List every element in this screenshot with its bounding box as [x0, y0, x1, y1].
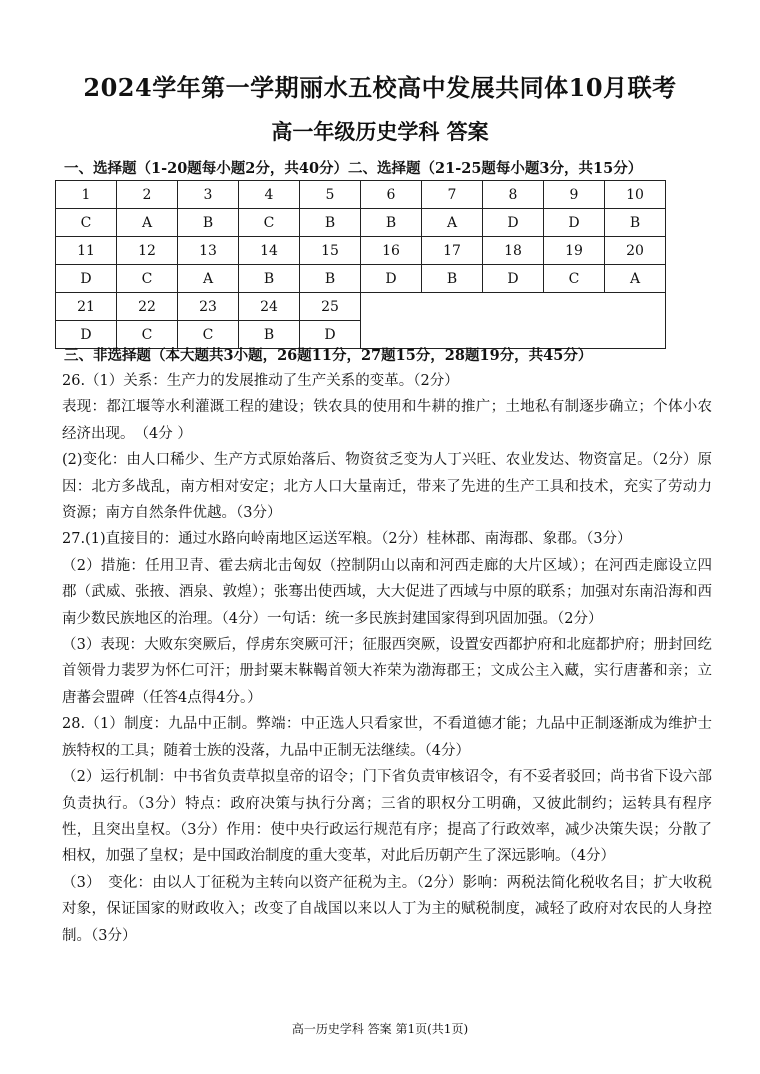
answer-cell: B [300, 265, 361, 293]
answer-cell: D [544, 209, 605, 237]
answer-cell: D [300, 321, 361, 349]
section-heading-nonchoice: 三、非选择题（本大题共3小题，26题11分，27题15分，28题19分，共45分） [64, 347, 593, 364]
answer-paragraph: 表现：都江堰等水利灌溉工程的建设；铁农具的使用和牛耕的推广；土地私有制逐步确立；个体小农经济出现。 （4分 ） [62, 399, 712, 442]
answer-cell: A [422, 209, 483, 237]
answer-paragraph: （3）表现：大败东突厥后，俘虏东突厥可汗；征服西突厥，设置安西都护府和北庭都护府；册封回纥首领骨力裴罗为怀仁可汗；册封粟末靺鞨首领大祚荣为渤海郡王；文成公主入藏，实行唐蕃和亲；立唐蕃会盟碑（任答4点得4分。） [62, 637, 712, 706]
table-row [56, 209, 666, 237]
question-number: 10 [605, 181, 666, 209]
answer-cell: C [544, 265, 605, 293]
answer-cell: C [117, 321, 178, 349]
answer-cell: B [239, 265, 300, 293]
question-number: 8 [483, 181, 544, 209]
answer-cell: C [56, 209, 117, 237]
answer-body [62, 368, 712, 949]
question-number: 11 [56, 237, 117, 265]
question-number: 20 [605, 237, 666, 265]
question-number: 16 [361, 237, 422, 265]
answer-cell: B [605, 209, 666, 237]
question-number: 3 [178, 181, 239, 209]
answer-cell: D [56, 265, 117, 293]
question-number: 4 [239, 181, 300, 209]
question-number: 12 [117, 237, 178, 265]
question-number: 15 [300, 237, 361, 265]
question-number: 23 [178, 293, 239, 321]
answer-cell: D [56, 321, 117, 349]
answer-paragraph: (2)变化：由人口稀少、生产方式原始落后、物资贫乏变为人丁兴旺、农业发达、物资富足。（2分）原因：北方多战乱，南方相对安定；北方人口大量南迁，带来了先进的生产工具和技术，充实了劳动力资源；南方自然条件优越。（3分） [62, 452, 712, 522]
question-number: 9 [544, 181, 605, 209]
answer-cell: D [483, 265, 544, 293]
question-number: 1 [56, 181, 117, 209]
answer-cell: C [117, 265, 178, 293]
blank-cell [361, 293, 666, 349]
answer-cell: A [178, 265, 239, 293]
question-number: 7 [422, 181, 483, 209]
question-number: 13 [178, 237, 239, 265]
answer-cell: A [605, 265, 666, 293]
answer-cell: C [178, 321, 239, 349]
document-title: 2024学年第一学期丽水五校高中发展共同体10月联考 [83, 73, 677, 102]
answer-paragraph: （3） 变化：由以人丁征税为主转向以资产征税为主。（2分）影响：两税法简化税收名目；扩大收税对象，保证国家的财政收入；改变了自战国以来以人丁为主的赋税制度，减轻了政府对农民的人身控制。（3分） [62, 874, 712, 944]
table-row [56, 293, 666, 321]
answer-cell: C [239, 209, 300, 237]
answer-paragraph: （2）措施：任用卫青、霍去病北击匈奴（控制阴山以南和河西走廊的大片区域）；在河西走廊设立四郡（武威、张掖、酒泉、敦煌）；张骞出使西域，大大促进了西域与中原的联系；加强对东南沿海和西南少数民族地区的治理。（4分）一句话：统一多民族封建国家得到巩固加强。（2分） [62, 557, 712, 627]
document-subtitle: 高一年级历史学科 答案 [271, 119, 489, 144]
question-number: 18 [483, 237, 544, 265]
page-footer: 高一历史学科 答案 第1页(共1页) [291, 1022, 469, 1036]
answer-cell: D [483, 209, 544, 237]
question-number: 22 [117, 293, 178, 321]
table-row [56, 181, 666, 209]
question-number: 21 [56, 293, 117, 321]
question-number: 25 [300, 293, 361, 321]
answer-cell: B [422, 265, 483, 293]
answer-cell: B [239, 321, 300, 349]
answer-cell: A [117, 209, 178, 237]
question-number: 2 [117, 181, 178, 209]
question-number: 5 [300, 181, 361, 209]
answer-cell: B [361, 209, 422, 237]
section-heading-choice: 一、选择题（1-20题每小题2分，共40分）二、选择题（21-25题每小题3分，共15分） [64, 160, 643, 177]
answer-paragraph: 28.（1）制度：九品中正制。弊端：中正选人只看家世，不看道德才能；九品中正制逐渐成为维护士族特权的工具；随着士族的没落，九品中正制无法继续。（4分） [62, 716, 712, 759]
answer-table [55, 180, 666, 349]
question-number: 14 [239, 237, 300, 265]
question-number: 6 [361, 181, 422, 209]
question-number: 17 [422, 237, 483, 265]
table-row [56, 265, 666, 293]
answer-cell: D [361, 265, 422, 293]
question-number: 19 [544, 237, 605, 265]
answer-cell: B [300, 209, 361, 237]
table-row [56, 237, 666, 265]
answer-cell: B [178, 209, 239, 237]
answer-paragraph: （2）运行机制：中书省负责草拟皇帝的诏令；门下省负责审核诏令，有不妥者驳回；尚书省下设六部负责执行。（3分）特点：政府决策与执行分离；三省的职权分工明确，又彼此制约；运转具有程序性，且突出皇权。（3分）作用：使中央行政运行规范有序；提高了行政效率，减少决策失误；分散了相权，加强了皇权；是中国政治制度的重大变革，对此后历朝产生了深远影响。（4分） [62, 769, 712, 865]
answer-paragraph: 26.（1）关系：生产力的发展推动了生产关系的变革。（2分） [62, 373, 459, 389]
question-number: 24 [239, 293, 300, 321]
answer-paragraph: 27.(1)直接目的：通过水路向岭南地区运送军粮。（2分）桂林郡、南海郡、象郡。（3分） [62, 531, 632, 548]
